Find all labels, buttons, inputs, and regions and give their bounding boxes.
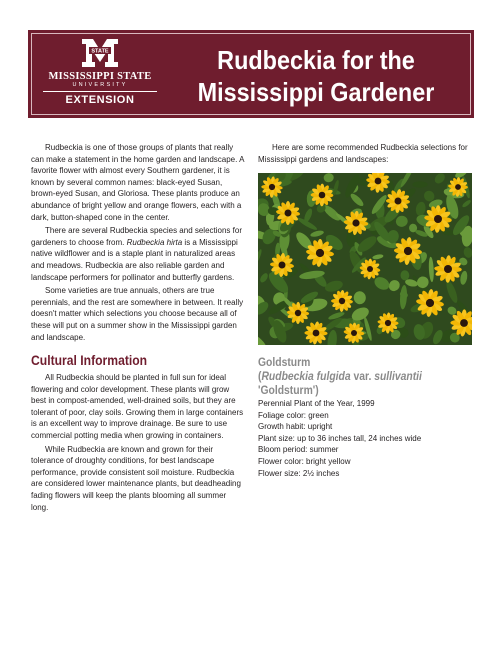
msu-extension-logo bbox=[36, 36, 164, 114]
logo-state-text: STATE bbox=[91, 48, 109, 55]
plant-cultivar: 'Goldsturm') bbox=[258, 385, 319, 397]
plant-attribute: Perennial Plant of the Year, 1999 bbox=[258, 399, 375, 408]
logo-ms-text: MISSISSIPPI STATE bbox=[48, 71, 152, 82]
section-heading-cultural: Cultural Information bbox=[31, 353, 148, 369]
species-text-a: There are several Rudbeckia species and selections for gardeners to choose from. bbox=[31, 226, 242, 247]
sci-genus: Rudbeckia fulgida bbox=[261, 371, 351, 383]
intro-paragraph: Rudbeckia is one of those groups of plants that really can make a statement in the home garden and landscape. A favorite flower with almost every Southern gardener, it is known by several common names: black-eyed Susan, brown-eyed Susan, and Gloriosa. These plants produce an abundance of bright yellow and orange flowers, each with a dark, button-shaped cone in the center. bbox=[31, 143, 245, 222]
sci-variety: sullivantii bbox=[374, 371, 422, 383]
species-italic: Rudbeckia hirta bbox=[126, 237, 183, 247]
selections-intro: Here are some recommended Rudbeckia selections for Mississippi gardens and landscapes: bbox=[258, 143, 468, 164]
plant-attribute: Flower color: bright yellow bbox=[258, 456, 351, 466]
title-line-2: Mississippi Gardener bbox=[197, 77, 435, 107]
left-column bbox=[31, 142, 245, 515]
plant-attribute: Foliage color: green bbox=[258, 410, 329, 420]
page-title bbox=[183, 44, 449, 108]
logo-rule bbox=[43, 91, 157, 92]
right-column bbox=[258, 142, 472, 167]
species-text-b: is a Mississippi native wildflower and is a staple plant in naturalized areas and meadows. Rudbeckia are also reliable garden and landscape performers for pollinator and butterfly gardens. bbox=[31, 237, 238, 282]
plant-name: Goldsturm bbox=[258, 357, 311, 369]
cultural-paragraph-1: All Rudbeckia should be planted in full sun for ideal flowering and color development. These plants will grow best in compost-amended, well-drained soils, but they are tolerant of poor, clay soils. Growing them in large containers is an excellent way to improve drainage. Be sure to use commercial potting media when growing in containers. bbox=[31, 373, 244, 441]
header-banner bbox=[28, 30, 474, 118]
species-paragraph bbox=[31, 225, 245, 283]
cultural-paragraph-2: While Rudbeckia are known and grown for their tolerance of droughty conditions, for best landscape performance, provide consistent soil moisture. Rudbeckia are considered lower maintenance plants, but deadheading fading flowers will keep the plants blooming all summer long. bbox=[31, 444, 241, 512]
logo-extension-text: EXTENSION bbox=[65, 94, 135, 106]
plant-scientific-name bbox=[258, 370, 451, 384]
plant-attribute: Flower size: 2½ inches bbox=[258, 468, 340, 478]
msu-m-emblem-icon bbox=[78, 36, 122, 70]
sci-var: var. bbox=[350, 371, 375, 383]
sci-open: ( bbox=[258, 371, 262, 383]
plant-attribute: Plant size: up to 36 inches tall, 24 inches wide bbox=[258, 433, 422, 443]
rudbeckia-photo bbox=[258, 173, 472, 345]
plant-entry-goldsturm bbox=[258, 356, 472, 479]
foliage-leaf bbox=[412, 181, 427, 187]
plant-attribute: Growth habit: upright bbox=[258, 422, 333, 432]
title-line-1: Rudbeckia for the bbox=[217, 45, 415, 75]
varieties-paragraph: Some varieties are true annuals, others are true perennials, and the rest are somewhere in between. It really doesn't matter which selections you choose because all of these will put on a summer show in the Mississippi garden and landscape. bbox=[31, 286, 244, 342]
plant-attribute: Bloom period: summer bbox=[258, 445, 339, 455]
logo-university-text: UNIVERSITY bbox=[72, 82, 128, 88]
